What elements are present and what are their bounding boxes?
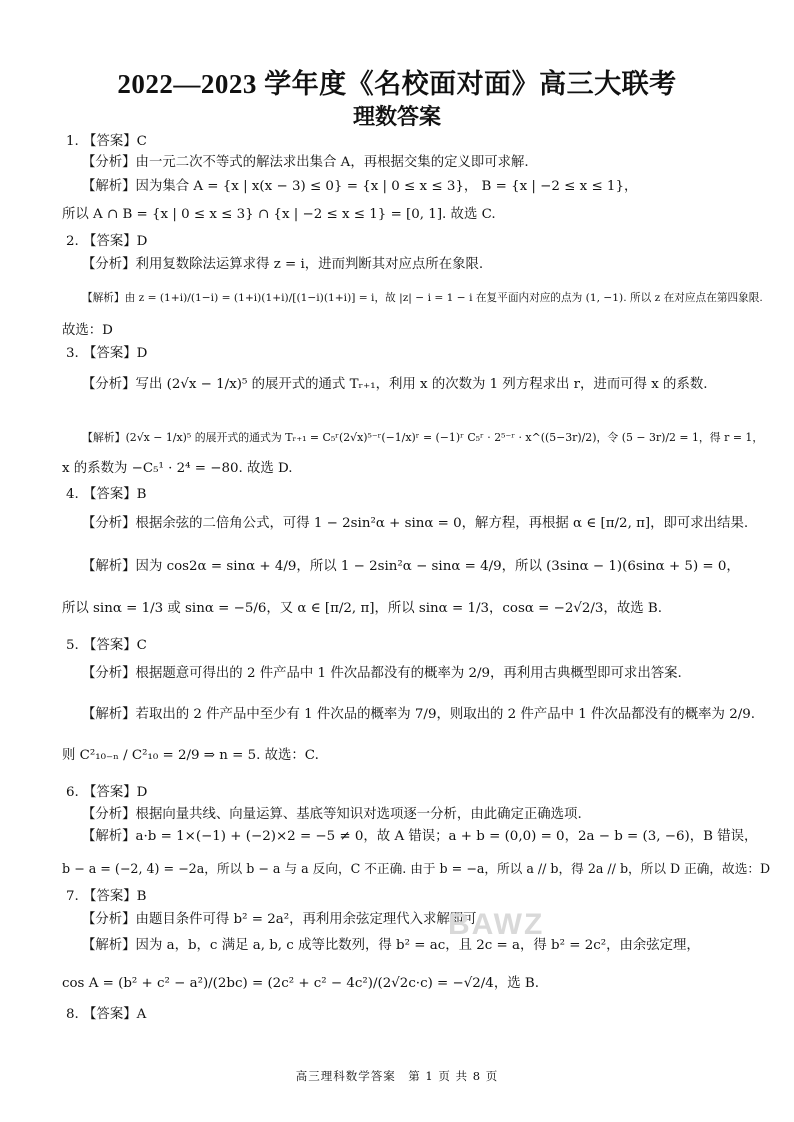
q7-answer: 7. 【答案】B bbox=[66, 889, 147, 904]
q4-solution-cont: 所以 sinα = 1/3 或 sinα = −5/6，又 α ∈ [π/2, π]，所以 sinα = 1/3，cosα = −2√2/3，故选 B. bbox=[62, 601, 662, 616]
q6-analysis: 【分析】根据向量共线、向量运算、基底等知识对选项逐一分析，由此确定正确选项. bbox=[82, 807, 582, 822]
q1-solution-cont: 所以 A ∩ B = {x | 0 ≤ x ≤ 3} ∩ {x | −2 ≤ x ≤ 1} = [0, 1]. 故选 C. bbox=[62, 207, 496, 222]
q5-solution: 【解析】若取出的 2 件产品中至少有 1 件次品的概率为 7/9，则取出的 2 件产品中 1 件次品都没有的概率为 2/9. bbox=[82, 707, 756, 722]
q8-answer: 8. 【答案】A bbox=[66, 1007, 147, 1022]
q6-answer: 6. 【答案】D bbox=[66, 785, 148, 800]
q7-analysis: 【分析】由题目条件可得 b² = 2a²，再利用余弦定理代入求解即可. bbox=[82, 912, 481, 927]
page-subtitle: 理数答案 bbox=[352, 104, 441, 129]
q3-solution: 【解析】(2√x − 1/x)⁵ 的展开式的通式为 Tᵣ₊₁ = C₅ʳ(2√x)⁵⁻ʳ(−1/x)ʳ = (−1)ʳ C₅ʳ · 2⁵⁻ʳ · x^((5−3r)/2)，令 (5 − 3r)/2 = 1，得 r = 1， bbox=[82, 431, 764, 444]
q7-solution: 【解析】因为 a，b，c 满足 a, b, c 成等比数列，得 b² = ac，且 2c = a，得 b² = 2c²，由余弦定理， bbox=[82, 938, 700, 953]
q2-conclusion: 故选：D bbox=[62, 323, 113, 338]
q5-solution-cont: 则 C²₁₀₋ₙ / C²₁₀ = 2/9 ⇒ n = 5. 故选：C. bbox=[62, 748, 319, 763]
q7-solution-cont: cos A = (b² + c² − a²)/(2bc) = (2c² + c² − 4c²)/(2√2c·c) = −√2/4，选 B. bbox=[62, 976, 539, 991]
q2-analysis: 【分析】利用复数除法运算求得 z = i，进而判断其对应点所在象限. bbox=[82, 257, 484, 272]
q5-analysis: 【分析】根据题意可得出的 2 件产品中 1 件次品都没有的概率为 2/9，再利用古典概型即可求出答案. bbox=[82, 666, 682, 681]
q1-analysis: 【分析】由一元二次不等式的解法求出集合 A，再根据交集的定义即可求解. bbox=[82, 155, 529, 170]
q2-solution: 【解析】由 z = (1+i)/(1−i) = (1+i)(1+i)/[(1−i)(1+i)] = i，故 |z| − i = 1 − i 在复平面内对应的点为 (1, −1). 所以 z 在对应点在第四象限. bbox=[82, 291, 763, 304]
page-footer: 高三理科数学答案 第 1 页 共 8 页 bbox=[295, 1069, 499, 1083]
q2-answer: 2. 【答案】D bbox=[66, 234, 148, 249]
q1-solution: 【解析】因为集合 A = {x | x(x − 3) ≤ 0} = {x | 0 ≤ x ≤ 3}， B = {x | −2 ≤ x ≤ 1}， bbox=[82, 179, 638, 194]
page-title: 2022—2023 学年度《名校面对面》高三大联考 bbox=[117, 69, 677, 99]
q6-solution-cont: b − a = (−2, 4) = −2a，所以 b − a 与 a 反向，C 不正确. 由于 b = −a，所以 a // b，得 2a // b，所以 D 正确，故选：D bbox=[62, 861, 771, 876]
q3-answer: 3. 【答案】D bbox=[66, 346, 148, 361]
q4-answer: 4. 【答案】B bbox=[66, 487, 147, 502]
q6-solution: 【解析】a·b = 1×(−1) + (−2)×2 = −5 ≠ 0，故 A 错误；a + b = (0,0) = 0，2a − b = (3, −6)，B 错误， bbox=[82, 829, 758, 844]
q4-analysis: 【分析】根据余弦的二倍角公式，可得 1 − 2sin²α + sinα = 0，解方程，再根据 α ∈ [π/2, π]，即可求出结果. bbox=[82, 516, 749, 531]
q3-solution-cont: x 的系数为 −C₅¹ · 2⁴ = −80. 故选 D. bbox=[62, 461, 293, 476]
q1-answer: 1. 【答案】C bbox=[66, 134, 147, 149]
q4-solution: 【解析】因为 cos2α = sinα + 4/9，所以 1 − 2sin²α − sinα = 4/9，所以 (3sinα − 1)(6sinα + 5) = 0， bbox=[82, 559, 740, 574]
q3-analysis: 【分析】写出 (2√x − 1/x)⁵ 的展开式的通式 Tᵣ₊₁，利用 x 的次数为 1 列方程求出 r，进而可得 x 的系数. bbox=[82, 377, 708, 392]
q5-answer: 5. 【答案】C bbox=[66, 638, 147, 653]
watermark: BAWZ bbox=[448, 908, 545, 941]
